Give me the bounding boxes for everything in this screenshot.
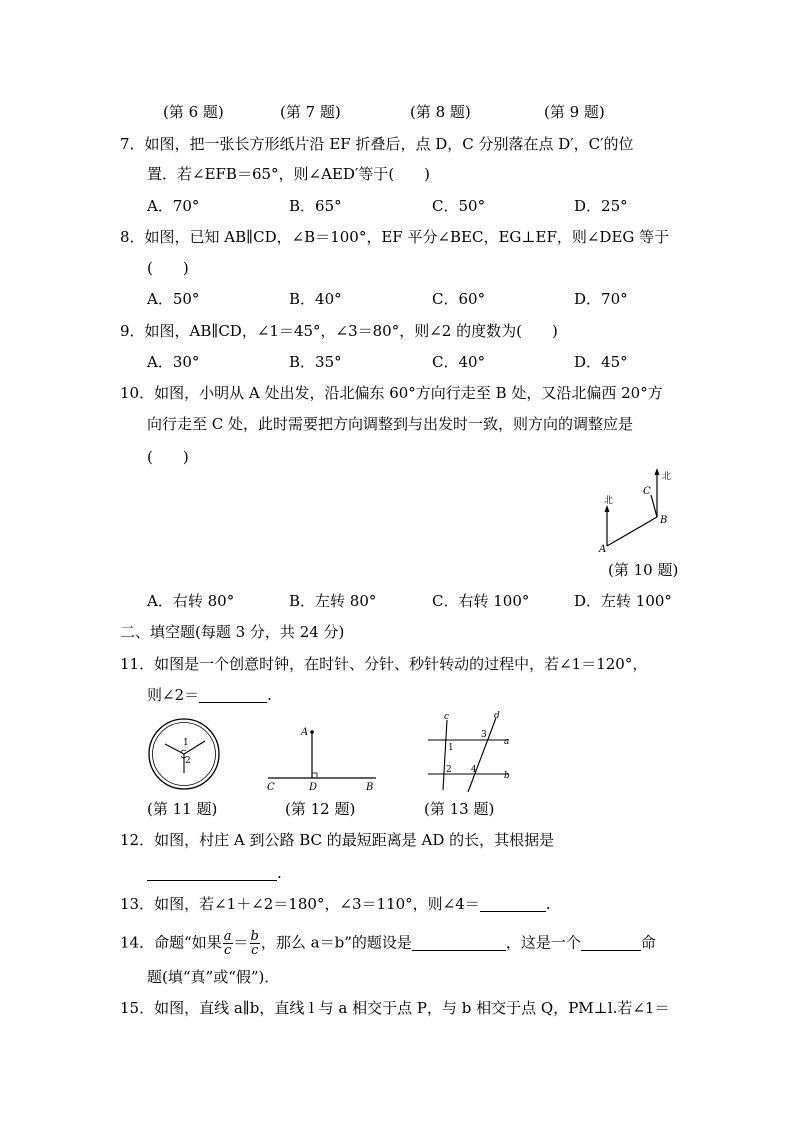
- line-label-d: d: [494, 711, 500, 721]
- q10-line1: 10．如图，小明从 A 处出发，沿北偏东 60°方向行走至 B 处，又沿北偏西 20°方: [120, 384, 663, 402]
- line-label-a: a: [504, 737, 510, 747]
- q9-option-c[interactable]: C．40°: [432, 353, 486, 371]
- angle-label-2: 2: [446, 765, 452, 775]
- q7-line1: 7．如图，把一张长方形纸片沿 EF 折叠后，点 D，C 分别落在点 D′，C′的位: [120, 135, 634, 153]
- road-label-b: B: [366, 782, 374, 793]
- q12-line2: .: [147, 863, 282, 883]
- q8-line2: ( ): [147, 259, 189, 277]
- q10-option-c[interactable]: C．右转 100°: [432, 592, 530, 610]
- q12-line1: 12．如图，村庄 A 到公路 BC 的最短距离是 AD 的长，其根据是: [120, 831, 555, 849]
- q7-line2: 置．若∠EFB＝65°，则∠AED′等于( ): [147, 165, 431, 183]
- q9-option-b[interactable]: B．35°: [289, 353, 342, 371]
- caption-q11: (第 11 题): [147, 800, 218, 818]
- line-label-c: c: [444, 712, 450, 722]
- q9-line1: 9．如图，AB∥CD，∠1＝45°，∠3＝80°，则∠2 的度数为( ): [120, 322, 558, 340]
- q7-option-d[interactable]: D．25°: [574, 197, 628, 215]
- caption-q8: (第 8 题): [410, 103, 471, 121]
- clock-angle-1: 1: [183, 738, 189, 748]
- angle-label-3: 3: [481, 730, 487, 740]
- clock-angle-2: 2: [185, 756, 191, 766]
- q7-option-a[interactable]: A．70°: [147, 197, 200, 215]
- q11-line2: 则∠2＝ .: [147, 686, 272, 704]
- road-label-d: D: [309, 782, 318, 793]
- q14-fraction-b-over-c: $\frac{b}{c}$: [250, 929, 259, 958]
- q13-answer-blank[interactable]: [480, 895, 546, 912]
- q7-option-c[interactable]: C．50°: [432, 197, 486, 215]
- q7-option-b[interactable]: B．65°: [289, 197, 342, 215]
- caption-q6: (第 6 题): [163, 103, 224, 121]
- q10-option-d[interactable]: D．左转 100°: [574, 592, 672, 610]
- q10-label-a: A: [599, 544, 607, 555]
- q8-option-c[interactable]: C．60°: [432, 290, 486, 308]
- q14-line2: 题(填“真”或“假”)．: [147, 968, 280, 986]
- road-label-a: A: [301, 727, 309, 738]
- caption-q7: (第 7 题): [280, 103, 341, 121]
- q8-option-a[interactable]: A．50°: [147, 290, 200, 308]
- q14-line1: 14．命题“如果 $\frac{a}{c}$ ＝ $\frac{b}{c}$ ，那么 a＝b”的题设是 ，这是一个 命: [120, 929, 656, 958]
- q10-label-c: C: [643, 486, 651, 497]
- q11-line1: 11．如图是一个创意时钟，在时针、分针、秒针转动的过程中，若∠1＝120°，: [120, 655, 648, 673]
- figure-q12-road: [262, 722, 382, 794]
- q10-option-b[interactable]: B．左转 80°: [289, 592, 377, 610]
- q10-line3: ( ): [147, 448, 189, 466]
- caption-q13: (第 13 题): [424, 800, 495, 818]
- road-label-c: C: [267, 782, 275, 793]
- q10-option-a[interactable]: A．右转 80°: [147, 592, 235, 610]
- q15-line1: 15．如图，直线 a∥b，直线 l 与 a 相交于点 P，与 b 相交于点 Q，PM⊥l.若∠1＝: [120, 999, 670, 1017]
- q11-answer-blank[interactable]: [199, 686, 267, 703]
- q10-label-b: B: [660, 515, 668, 526]
- q14-condition-blank[interactable]: [412, 934, 506, 951]
- angle-label-1: 1: [448, 743, 454, 753]
- caption-q9: (第 9 题): [544, 103, 605, 121]
- q10-north-2: 北: [662, 472, 672, 482]
- figure-q10: [595, 465, 685, 555]
- q12-answer-blank[interactable]: [147, 864, 277, 881]
- figure-q13-lines: [422, 710, 517, 796]
- q9-option-d[interactable]: D．45°: [574, 353, 628, 371]
- q9-option-a[interactable]: A．30°: [147, 353, 200, 371]
- figure-q11-clock: [147, 717, 223, 793]
- q14-truth-blank[interactable]: [581, 934, 641, 951]
- q10-line2: 向行走至 C 处，此时需要把方向调整到与出发时一致，则方向的调整应是: [147, 415, 634, 433]
- line-label-b: b: [504, 771, 510, 781]
- q13-line1: 13．如图，若∠1＋∠2＝180°，∠3＝110°，则∠4＝ .: [120, 895, 551, 913]
- section-heading-fill-blank: 二、填空题(每题 3 分，共 24 分): [120, 623, 345, 641]
- q8-option-d[interactable]: D．70°: [574, 290, 628, 308]
- q10-north-1: 北: [604, 496, 614, 506]
- q14-fraction-a-over-c: $\frac{a}{c}$: [223, 929, 232, 958]
- q8-option-b[interactable]: B．40°: [289, 290, 342, 308]
- caption-q10: (第 10 题): [608, 561, 679, 579]
- angle-label-4: 4: [471, 765, 477, 775]
- caption-q12: (第 12 题): [285, 800, 356, 818]
- q8-line1: 8．如图，已知 AB∥CD，∠B＝100°，EF 平分∠BEC，EG⊥EF，则∠DEG 等于: [120, 228, 670, 246]
